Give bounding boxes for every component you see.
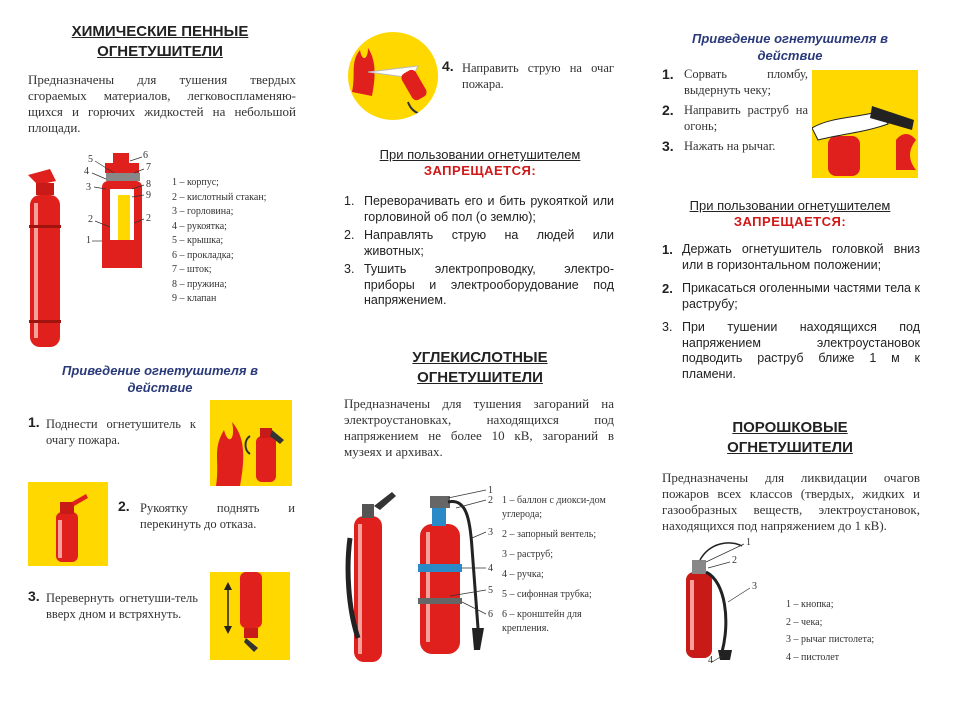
foam-action-title: [40, 362, 280, 396]
powder-description: Предназначены для ликвидации очагов пожаров всех классов (твердых, жидких и газообразных веществ, электроустановок, находящихся под напряжением до 1 кВ).: [662, 470, 920, 533]
co2-title-line1: УГЛЕКИСЛОТНЫЕ: [412, 349, 548, 366]
foam-step-1-number: 1.: [28, 414, 40, 430]
foam-legend-item: 1 – корпус;: [172, 177, 219, 188]
co2-title: [360, 348, 600, 388]
co2-action-title: [670, 30, 910, 64]
foam-title: [40, 22, 280, 62]
foam-banned-item: [344, 228, 614, 259]
foam-legend-item: 6 – прокладка;: [172, 249, 234, 261]
co2-steps: [662, 66, 808, 154]
co2-callout-1: 1: [488, 485, 493, 496]
powder-legend-item: 1 – кнопка;: [786, 599, 834, 610]
powder-callout-3: 3: [752, 581, 757, 592]
powder-title: [670, 418, 910, 458]
foam-banned-title-line1: При пользовании огнетушителем: [379, 147, 581, 162]
foam-callout-7: 7: [146, 162, 151, 173]
co2-step-number: 3.: [662, 138, 674, 154]
foam-callout-2: 2: [88, 214, 93, 225]
co2-banned-item-number: 1.: [662, 242, 673, 257]
co2-step: [662, 102, 808, 134]
powder-title-line2: ОГНЕТУШИТЕЛИ: [727, 439, 853, 456]
co2-callout-6: 6: [488, 609, 493, 620]
foam-legend-item: 2 – кислотный стакан;: [172, 191, 267, 203]
foam-legend-item: 3 – горловина;: [172, 206, 234, 217]
foam-step-4-number: 4.: [442, 58, 454, 74]
foam-banned-item-number: 3.: [344, 262, 355, 276]
co2-banned-item: [662, 242, 920, 273]
co2-legend-item: 4 – ручка;: [502, 569, 544, 580]
foam-title-line1: ХИМИЧЕСКИЕ ПЕННЫЕ: [71, 23, 249, 40]
foam-callout-1: 1: [86, 235, 91, 246]
co2-step-text: Сорвать пломбу, выдернуть чеку;: [684, 67, 808, 97]
co2-banned-item-text: При тушении находящихся под напряжением электроустановок подводить раструб ближе 1 м к пламени.: [682, 320, 920, 381]
foam-action-title-line1: Приведение огнетушителя в: [62, 363, 258, 378]
foam-banned-title-line2: ЗАПРЕЩАЕТСЯ:: [423, 163, 537, 178]
powder-callout-1: 1: [746, 537, 751, 548]
foam-legend-item: 7 – шток;: [172, 264, 212, 275]
flame-icon: [216, 422, 243, 486]
foam-handle-shape: [28, 169, 56, 185]
flame-icon: [896, 134, 916, 170]
powder-legend: [786, 596, 874, 666]
foam-banned-item-number: 1.: [344, 194, 355, 208]
powder-legend-item: 3 – рычаг пистолета;: [786, 634, 875, 645]
co2-banned-item: [662, 320, 920, 382]
co2-banned-item-text: Держать огнетушитель головкой вниз или в горизонтальном положении;: [682, 242, 920, 272]
co2-action-title-line2: действие: [757, 48, 823, 63]
foam-callout-5: 5: [88, 154, 93, 165]
co2-step-number: 1.: [662, 66, 674, 82]
co2-legend-item: 1 – баллон с диокси-дом углерода;: [502, 495, 606, 520]
co2-banned-item-number: 2.: [662, 281, 673, 296]
foam-legend-item: 5 – крышка;: [172, 235, 224, 246]
co2-banned-item-number: 3.: [662, 320, 673, 334]
co2-description: Предназначены для тушения загораний на электроустановках, находящихся под напряжением не более 10 кВ, загораний в музеях и архивах.: [344, 396, 614, 459]
foam-banned-list: [344, 194, 614, 309]
co2-action-picture: [812, 70, 918, 178]
foam-step-4-picture: [348, 32, 438, 120]
co2-legend-item: 3 – раструб;: [502, 549, 553, 560]
foam-action-title-line2: действие: [127, 380, 193, 395]
powder-callout-2: 2: [732, 555, 737, 566]
foam-callout-4: 4: [84, 166, 89, 177]
foam-title-line2: ОГНЕТУШИТЕЛИ: [97, 43, 223, 60]
co2-title-line2: ОГНЕТУШИТЕЛИ: [417, 369, 543, 386]
foam-legend-item: 8 – пружина;: [172, 278, 227, 290]
co2-step-number: 2.: [662, 102, 674, 118]
foam-step-1-text: Поднести огнетушитель к очагу пожара.: [46, 417, 196, 447]
co2-callout-4: 4: [488, 563, 493, 574]
co2-action-title-line1: Приведение огнетушителя в: [692, 31, 888, 46]
foam-step-1-picture: [210, 400, 292, 486]
co2-banned-list: [662, 242, 920, 382]
powder-extinguisher-diagram: [670, 532, 780, 668]
foam-legend-item: 9 – клапан: [172, 293, 217, 304]
foam-callout-9: 9: [146, 190, 151, 201]
co2-callout-5: 5: [488, 585, 493, 596]
co2-banned-item: [662, 281, 920, 312]
co2-banned-title-line1: При пользовании огнетушителем: [689, 198, 891, 213]
co2-step-text: Направить раструб на огонь;: [684, 103, 808, 133]
co2-callout-2: 2: [488, 495, 493, 506]
powder-legend-item: 4 – пистолет: [786, 651, 840, 663]
co2-legend-item: 2 – запорный вентель;: [502, 529, 597, 540]
foam-banned-item-text: Переворачивать его и бить рукояткой или горловиной об пол (о землю);: [364, 194, 614, 224]
co2-legend-item: 5 – сифонная трубка;: [502, 589, 592, 600]
co2-banned-title-line2: ЗАПРЕЩАЕТСЯ:: [733, 214, 847, 229]
powder-legend-item: 2 – чека;: [786, 616, 823, 628]
foam-step-3-number: 3.: [28, 588, 40, 604]
foam-banned-item-number: 2.: [344, 228, 355, 242]
foam-callout-8: 8: [146, 179, 151, 190]
foam-step-3-text: Перевернуть огнетуши-тель вверх дном и встряхнуть.: [46, 591, 198, 621]
foam-legend: [172, 176, 266, 307]
foam-callout-3: 3: [86, 182, 91, 193]
foam-legend-item: 4 – рукоятка;: [172, 220, 227, 232]
foam-banned-item: [344, 262, 614, 309]
co2-step: [662, 138, 808, 154]
co2-legend: [502, 494, 614, 642]
co2-callout-3: 3: [488, 527, 493, 538]
foam-callout-6: 6: [143, 150, 148, 161]
co2-step: [662, 66, 808, 98]
foam-step-2-number: 2.: [118, 498, 130, 514]
foam-callout-2b: 2: [146, 213, 151, 224]
foam-banned-item-text: Тушить электропроводку, электро-приборы и электрооборудование под напряжением.: [364, 262, 614, 307]
foam-step-2-text: Рукоятку поднять и перекинуть до отказа.: [140, 501, 295, 531]
co2-banned-title: [640, 198, 940, 230]
foam-extinguisher-diagram: [10, 145, 160, 355]
powder-callout-4: 4: [708, 655, 713, 666]
foam-step-2-picture: [28, 482, 108, 566]
foam-step-4-text: Направить струю на очаг пожара.: [462, 61, 614, 91]
co2-extinguisher-diagram: [340, 478, 500, 666]
co2-banned-item-text: Прикасаться оголенными частями тела к раструбу;: [682, 281, 920, 311]
foam-banned-title: [330, 147, 630, 179]
foam-banned-item: [344, 194, 614, 225]
co2-legend-item: 6 – кронштейн для крепления.: [502, 609, 582, 634]
foam-banned-item-text: Направлять струю на людей или животных;: [364, 228, 614, 258]
foam-step-3-picture: [210, 572, 290, 660]
foam-description: Предназначены для тушения твердых сгораемых материалов, легковоспламеняю-щихся и горючих жидкостей на небольшой площади.: [28, 72, 296, 135]
co2-step-text: Нажать на рычаг.: [684, 139, 776, 153]
powder-title-line1: ПОРОШКОВЫЕ: [732, 419, 848, 436]
